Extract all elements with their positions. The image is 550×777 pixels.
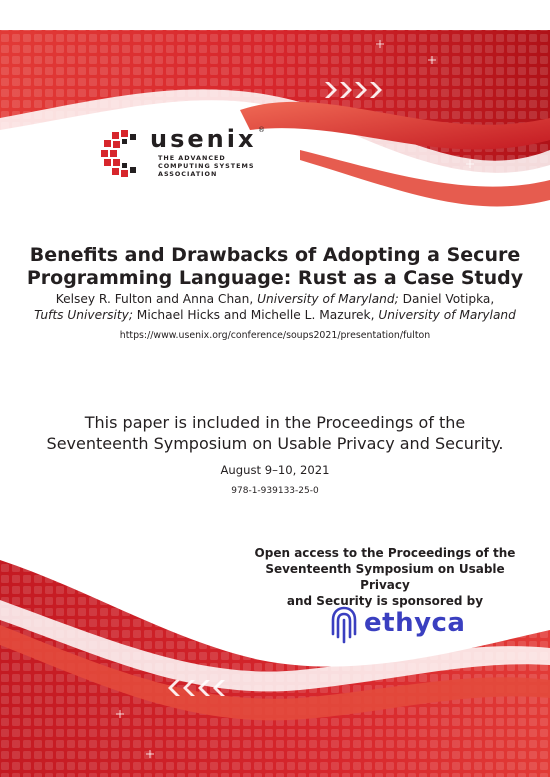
usenix-trademark: ® <box>258 126 265 134</box>
fingerprint-icon <box>328 604 360 646</box>
usenix-logo-mark <box>100 128 144 186</box>
ethyca-wordmark: ethyca <box>364 608 466 638</box>
author-names-3: Michael Hicks and Michelle L. Mazurek, <box>132 308 379 322</box>
usenix-logo <box>108 125 268 186</box>
affiliation-3: University of Maryland <box>378 308 516 322</box>
paper-title <box>0 244 550 290</box>
authors-line-1 <box>0 291 550 307</box>
usenix-wordmark: usenix <box>150 125 257 153</box>
sponsor-statement <box>250 545 520 609</box>
paper-authors <box>0 291 550 323</box>
paper-title-line-2: Programming Language: Rust as a Case Study <box>26 267 524 289</box>
sponsor-line-2: Seventeenth Symposium on Usable Privacy <box>265 562 505 592</box>
proceedings-line-1: This paper is included in the Proceedings of the <box>84 413 466 432</box>
top-banner <box>0 0 550 250</box>
proceedings-statement <box>0 412 550 454</box>
author-names-2: Daniel Votipka, <box>398 292 495 306</box>
sponsor-line-1: Open access to the Proceedings of the <box>254 546 516 560</box>
paper-title-line-1: Benefits and Drawbacks of Adopting a Secure <box>29 244 521 266</box>
conference-date: August 9–10, 2021 <box>220 463 330 477</box>
ethyca-logo <box>328 604 466 654</box>
authors-line-2 <box>0 307 550 323</box>
affiliation-1: University of Maryland; <box>257 292 399 306</box>
isbn: 978-1-939133-25-0 <box>231 486 319 496</box>
author-names-1: Kelsey R. Fulton and Anna Chan, <box>55 292 258 306</box>
proceedings-line-2: Seventeenth Symposium on Usable Privacy and Security. <box>46 434 504 453</box>
sponsor-line-3: and Security is sponsored by <box>286 594 484 608</box>
affiliation-2: Tufts University; <box>34 308 133 322</box>
usenix-tagline: THE ADVANCED COMPUTING SYSTEMS ASSOCIATION <box>158 154 255 178</box>
paper-url[interactable]: https://www.usenix.org/conference/soups2021/presentation/fulton <box>119 330 431 341</box>
